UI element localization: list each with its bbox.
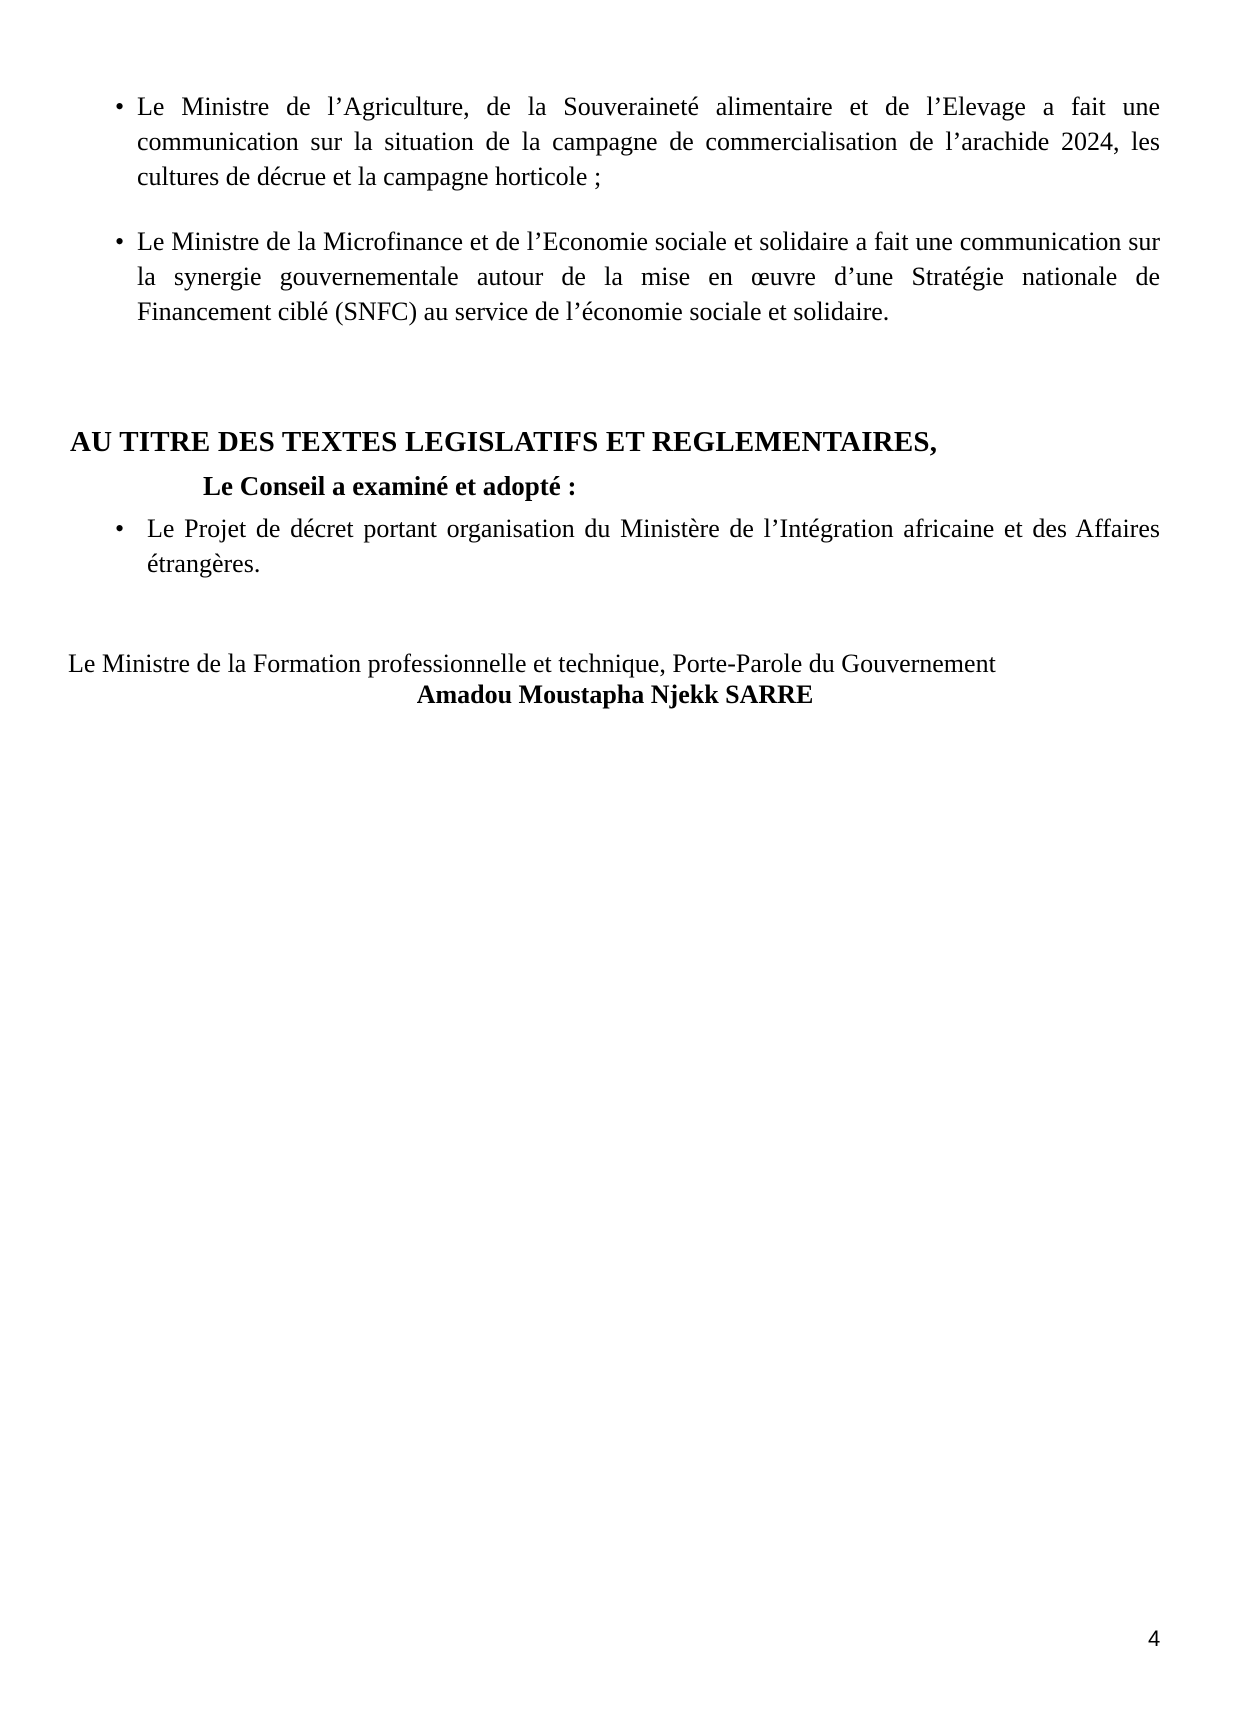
communication-text: Le Ministre de la Microfinance et de l’Economie sociale et solidaire a fait une communication sur la synergie gouvernementale autour de la mise en œuvre d’une Stratégie nationale de Financement ciblé (SNFC) au service de l’économie sociale et solidaire. <box>137 227 1160 326</box>
conseil-intro-line: Le Conseil a examiné et adopté : <box>203 471 577 501</box>
communication-item-agriculture <box>70 89 1160 194</box>
decree-text: Le Projet de décret portant organisation du Ministère de l’Intégration africaine et des Affaires étrangères. <box>147 514 1160 578</box>
spokesperson-title: Le Ministre de la Formation professionnelle et technique, Porte-Parole du Gouvernement <box>68 649 996 678</box>
bullet-icon: • <box>115 92 125 121</box>
section-heading-textes-legislatifs: AU TITRE DES TEXTES LEGISLATIFS ET REGLEMENTAIRES, <box>70 426 938 458</box>
decree-item <box>70 511 1160 581</box>
bullet-icon: • <box>115 227 125 256</box>
communication-text: Le Ministre de l’Agriculture, de la Souveraineté alimentaire et de l’Elevage a fait une communication sur la situation de la campagne de commercialisation de l’arachide 2024, les cultures de décrue et la campagne horticole ; <box>137 92 1160 191</box>
spokesperson-name: Amadou Moustapha Njekk SARRE <box>416 680 814 709</box>
page-number: 4 <box>1148 1626 1161 1651</box>
bullet-icon: • <box>115 514 125 543</box>
communication-item-microfinance <box>70 224 1160 329</box>
